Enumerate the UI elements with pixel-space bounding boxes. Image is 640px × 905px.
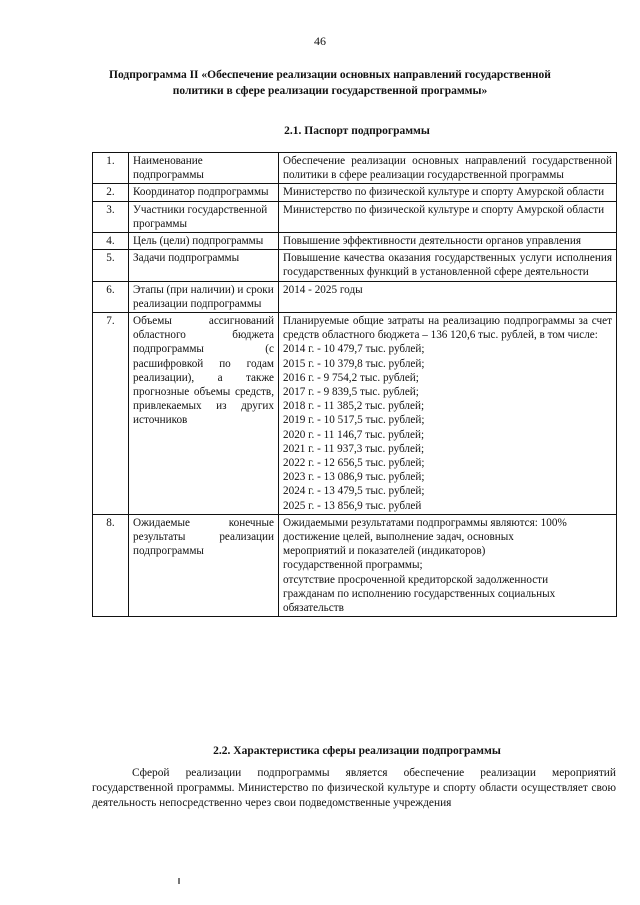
row-value: Обеспечение реализации основных направлений государственной политики в сфере реализации государственной программы <box>279 153 617 184</box>
result-line: государственной программы; <box>283 559 423 572</box>
row-number: 8. <box>93 514 129 616</box>
result-line: гражданам по исполнению государственных социальных <box>283 587 556 600</box>
row-number: 5. <box>93 250 129 281</box>
row-number: 2. <box>93 184 129 201</box>
funding-year: 2014 г. - 10 479,7 тыс. рублей; <box>283 343 425 356</box>
row-name: Участники государственной программы <box>129 201 279 232</box>
funding-year: 2025 г. - 13 856,9 тыс. рублей <box>283 499 422 512</box>
row-name: Наименование подпрограммы <box>129 153 279 184</box>
subprogram-title: Подпрограмма II «Обеспечение реализации основных направлений государственной политики в сфере реализации государственной программы» <box>109 69 551 97</box>
funding-year: 2022 г. - 12 656,5 тыс. рублей; <box>283 457 425 470</box>
table-row <box>93 250 617 281</box>
row-name: Координатор подпрограммы <box>129 184 279 201</box>
table-row <box>93 514 617 616</box>
passport-table <box>92 152 617 617</box>
characteristic-heading: 2.2. Характеристика сферы реализации подпрограммы <box>213 745 501 757</box>
row-value: Повышение эффективности деятельности органов управления <box>279 233 617 250</box>
funding-year: 2015 г. - 10 379,8 тыс. рублей; <box>283 357 425 370</box>
row-number: 6. <box>93 281 129 312</box>
funding-year: 2021 г. - 11 937,3 тыс. рублей; <box>283 442 425 455</box>
funding-intro: Планируемые общие затраты на реализацию подпрограммы за счет средств областного бюджета – 136 120,6 тыс. рублей, в том числе: <box>283 315 612 342</box>
table-row <box>93 153 617 184</box>
page-number: 46 <box>314 34 326 48</box>
result-line: Ожидаемыми результатами подпрограммы являются: 100% <box>283 516 567 529</box>
result-line: достижение целей, выполнение задач, основных <box>283 531 514 544</box>
funding-year: 2017 г. - 9 839,5 тыс. рублей; <box>283 386 419 399</box>
row-value <box>279 313 617 515</box>
row-value <box>279 514 617 616</box>
row-name: Цель (цели) подпрограммы <box>129 233 279 250</box>
result-line: обязательств <box>283 602 344 615</box>
table-row <box>93 184 617 201</box>
row-number: 4. <box>93 233 129 250</box>
characteristic-paragraph: Сферой реализации подпрограммы является обеспечение реализации мероприятий государственной программы. Министерство по физической культуре и спорту области осуществляет свою деятельность непосредственно через свои подведомственные учреждения <box>92 767 616 809</box>
funding-year: 2019 г. - 10 517,5 тыс. рублей; <box>283 414 425 427</box>
row-number: 1. <box>93 153 129 184</box>
passport-heading: 2.1. Паспорт подпрограммы <box>284 125 430 137</box>
scan-mark <box>178 878 180 884</box>
table-row <box>93 313 617 515</box>
row-value: Повышение качества оказания государственных услуги исполнения государственных функций в установленной сфере деятельности <box>279 250 617 281</box>
row-value: Министерство по физической культуре и спорту Амурской области <box>279 201 617 232</box>
funding-year: 2024 г. - 13 479,5 тыс. рублей; <box>283 485 425 498</box>
row-value: Министерство по физической культуре и спорту Амурской области <box>279 184 617 201</box>
row-number: 7. <box>93 313 129 515</box>
row-value: 2014 - 2025 годы <box>279 281 617 312</box>
funding-year: 2018 г. - 11 385,2 тыс. рублей; <box>283 400 425 413</box>
table-row <box>93 201 617 232</box>
table-row <box>93 281 617 312</box>
row-name: Ожидаемые конечные результаты реализации подпрограммы <box>129 514 279 616</box>
row-name: Объемы ассигнований областного бюджета подпрограммы (с расшифровкой по годам реализации), а также прогнозные объемы средств, привлекаемых из других источников <box>129 313 279 515</box>
row-name: Этапы (при наличии) и сроки реализации подпрограммы <box>129 281 279 312</box>
funding-year: 2020 г. - 11 146,7 тыс. рублей; <box>283 428 425 441</box>
funding-year: 2016 г. - 9 754,2 тыс. рублей; <box>283 371 419 384</box>
funding-year: 2023 г. - 13 086,9 тыс. рублей; <box>283 471 425 484</box>
result-line: отсутствие просроченной кредиторской задолженности <box>283 573 549 586</box>
result-line: мероприятий и показателей (индикаторов) <box>283 545 486 558</box>
row-name: Задачи подпрограммы <box>129 250 279 281</box>
row-number: 3. <box>93 201 129 232</box>
table-row <box>93 233 617 250</box>
